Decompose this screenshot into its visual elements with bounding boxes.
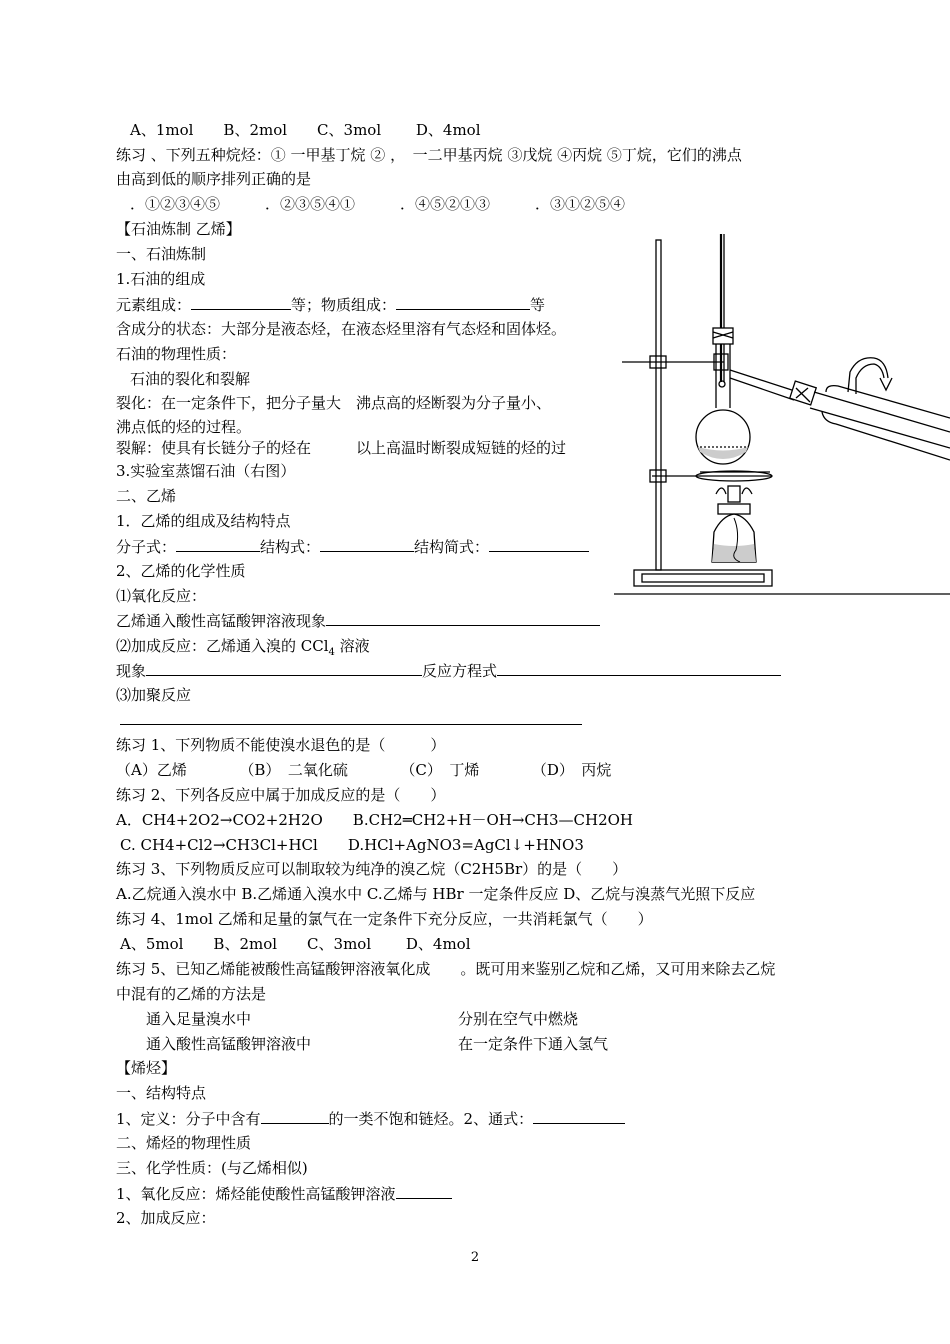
- text-line: 2、加成反应：: [116, 1209, 216, 1227]
- blank: [396, 1183, 452, 1199]
- text: 结构式：: [260, 538, 321, 556]
- text: 1、定义：分子中含有: [116, 1110, 261, 1128]
- text: 等: [530, 296, 546, 314]
- options-line: A、1mol B、2mol C、3mol D、4mol: [130, 121, 481, 139]
- text-line: 裂解：使具有长链分子的烃在 以上高温时断裂成短链的烃的过: [116, 439, 567, 457]
- option: 在一定条件下通入氢气: [458, 1035, 609, 1053]
- exercise-question: 练习 、下列五种烷烃：① 一甲基丁烷 ② ， 一二甲基丙烷 ③戊烷 ④丙烷 ⑤丁烷，它们的沸点: [116, 146, 742, 164]
- stand-base-inner: [642, 574, 764, 582]
- subheading: 一、结构特点: [116, 1084, 207, 1102]
- blank: [146, 660, 422, 676]
- exercise-question: 练习 3、下列物质反应可以制取较为纯净的溴乙烷（C2H5Br）的是（ ）: [116, 860, 628, 878]
- section-heading: 【烯烃】: [116, 1059, 177, 1077]
- options-line: A．CH4+2O2→CO2+2H2O B.CH2═CH2+H－OH→CH3—CH2OH: [116, 811, 634, 829]
- text: 乙烯通入酸性高锰酸钾溶液现象: [116, 612, 327, 630]
- stand-rod: [656, 240, 661, 570]
- condenser: [810, 392, 950, 448]
- option: 通入足量溴水中: [146, 1010, 252, 1028]
- blank: [320, 536, 414, 552]
- stand-base: [634, 570, 772, 586]
- text-line: 裂化：在一定条件下，把分子量大 沸点高的烃断裂为分子量小、: [116, 394, 552, 412]
- text-line: ⑶加聚反应: [116, 686, 192, 704]
- exercise-question-cont: 中混有的乙烯的方法是: [116, 985, 267, 1003]
- fill-line: [116, 610, 600, 631]
- blank: [326, 610, 600, 626]
- options-line: C. CH4+Cl2→CH3Cl+HCl D.HCl+AgNO3=AgCl↓+HNO3: [120, 836, 584, 854]
- blank: [261, 1108, 329, 1124]
- subheading: 三、化学性质：(与乙烯相似): [116, 1159, 308, 1177]
- exercise-question: 练习 2、下列各反应中属于加成反应的是（ ）: [116, 786, 446, 804]
- subheading: 1.石油的组成: [116, 270, 206, 288]
- text-line: 含成分的状态：大部分是液态烃，在液态烃里溶有气态烃和固体烃。: [116, 320, 567, 338]
- text: 元素组成：: [116, 296, 192, 314]
- blank: [396, 294, 530, 310]
- text-line: 沸点低的烃的过程。: [116, 418, 252, 436]
- text: ⑵加成反应：乙烯通入溴的 CCl: [116, 637, 329, 655]
- options-line: ．①②③④⑤ ．②③⑤④① ．④⑤②①③ ．③①②⑤④: [130, 195, 626, 213]
- text: 分子式：: [116, 538, 177, 556]
- blank: [176, 536, 260, 552]
- exercise-question: 练习 4、1mol 乙烯和足量的氯气在一定条件下充分反应，一共消耗氯气（ ）: [116, 910, 653, 928]
- blank: [533, 1108, 625, 1124]
- text: 等；物质组成：: [291, 296, 397, 314]
- water-tube: [848, 358, 888, 392]
- answer-blank: [120, 724, 582, 725]
- fill-line: [116, 1108, 625, 1129]
- text-line: [116, 636, 370, 656]
- text: 1、氧化反应：烯烃能使酸性高锰酸钾溶液: [116, 1185, 396, 1203]
- blank: [191, 294, 291, 310]
- distillation-apparatus-diagram: [612, 232, 950, 604]
- blank: [489, 536, 589, 552]
- text: 现象: [116, 662, 147, 680]
- subheading: 一、石油炼制: [116, 245, 207, 263]
- lamp-flame: [716, 488, 752, 494]
- fill-line: [116, 1183, 452, 1204]
- option: 分别在空气中燃烧: [458, 1010, 579, 1028]
- blank: [497, 660, 781, 676]
- options-line: （A）乙烯 （B） 二氧化硫 （C） 丁烯 （D） 丙烷: [116, 761, 612, 779]
- fill-line: [116, 294, 545, 315]
- stopper: [713, 328, 733, 344]
- subheading: 石油的裂化和裂解: [130, 370, 251, 388]
- text: 的一类不饱和链烃。2、通式：: [328, 1110, 534, 1128]
- text-line: 3.实验室蒸馏石油（右图）: [116, 462, 296, 480]
- subscript: 4: [328, 647, 335, 658]
- section-heading: 【石油炼制 乙烯】: [116, 220, 241, 238]
- text: 溶液: [334, 637, 370, 655]
- exercise-question: 练习 1、下列物质不能使溴水退色的是（ ）: [116, 736, 446, 754]
- fill-line: [116, 660, 781, 681]
- subheading: 二、烯烃的物理性质: [116, 1134, 252, 1152]
- options-line: A.乙烷通入溴水中 B.乙烯通入溴水中 C.乙烯与 HBr 一定条件反应 D、乙烷与溴蒸气光照下反应: [116, 885, 756, 903]
- lamp-wick-holder: [728, 486, 740, 502]
- fill-line: [116, 536, 589, 557]
- text: 结构简式：: [414, 538, 490, 556]
- subheading: 1．乙烯的组成及结构特点: [116, 512, 291, 530]
- options-line: A、5mol B、2mol C、3mol D、4mol: [120, 935, 471, 953]
- subheading: 2、乙烯的化学性质: [116, 562, 246, 580]
- subheading: 二、乙烯: [116, 487, 177, 505]
- flow-arrow: [880, 378, 892, 390]
- text-line: ⑴氧化反应：: [116, 587, 207, 605]
- option: 通入酸性高锰酸钾溶液中: [146, 1035, 312, 1053]
- page-number: 2: [470, 1250, 480, 1265]
- exercise-question-cont: 由高到低的顺序排列正确的是: [116, 170, 312, 188]
- text: 反应方程式: [422, 662, 498, 680]
- text-line: 石油的物理性质：: [116, 345, 237, 363]
- exercise-question: 练习 5、已知乙烯能被酸性高锰酸钾溶液氧化成 。既可用来鉴别乙烷和乙烯，又可用来除去乙烷: [116, 960, 776, 978]
